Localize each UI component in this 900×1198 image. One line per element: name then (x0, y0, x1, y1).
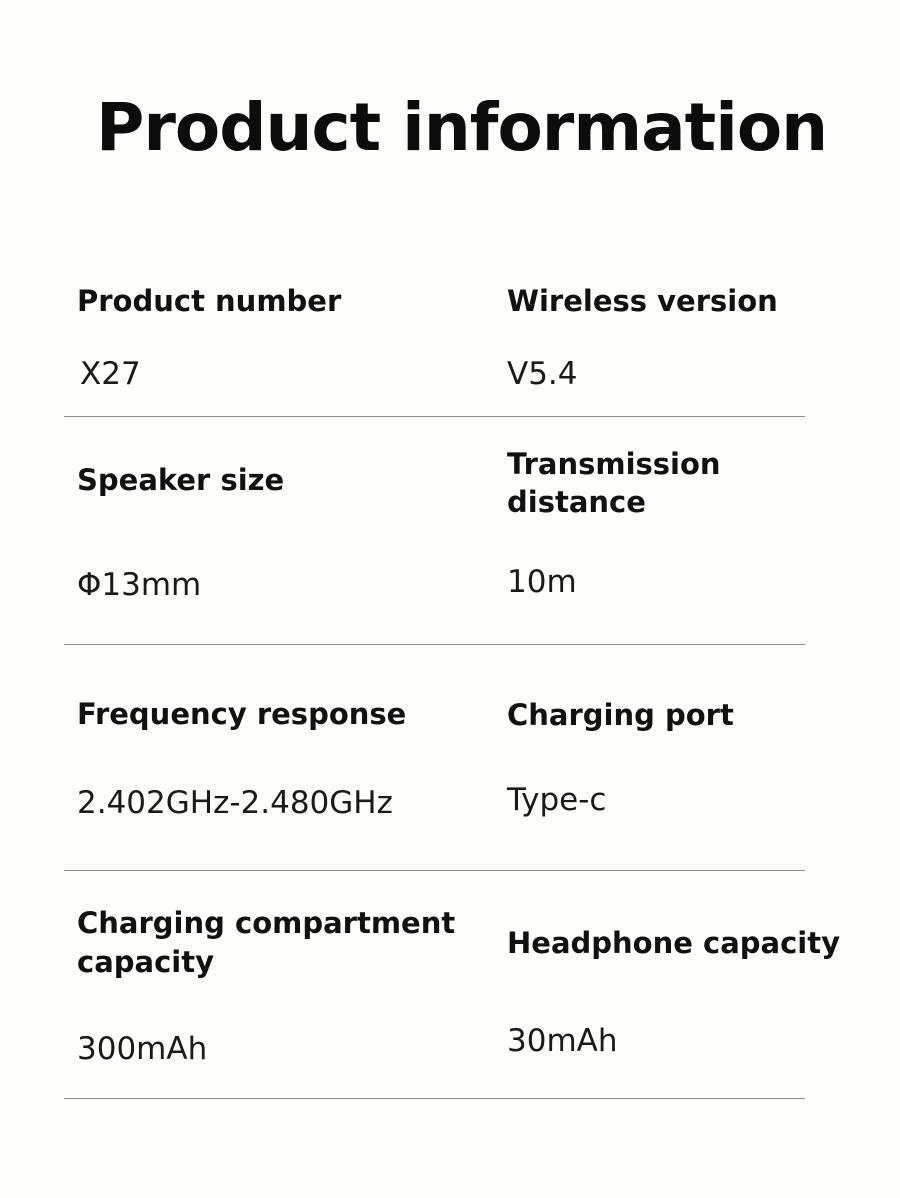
spec-label-product-number: Product number (77, 284, 342, 318)
spec-value-headphone-capacity: 30mAh (507, 1023, 618, 1059)
spec-label-charging-port: Charging port (507, 698, 734, 732)
spec-value-speaker-size: Φ13mm (77, 567, 202, 603)
spec-label-wireless-version: Wireless version (507, 284, 778, 318)
spec-label-frequency-response: Frequency response (77, 697, 407, 731)
row-divider (64, 870, 805, 871)
spec-label-speaker-size: Speaker size (77, 463, 285, 497)
spec-value-charging-port: Type-c (507, 782, 607, 818)
page-title: Product information (96, 89, 828, 166)
spec-value-transmission-distance: 10m (507, 564, 577, 600)
spec-value-charging-compartment-capacity: 300mAh (77, 1031, 208, 1067)
spec-value-wireless-version: V5.4 (507, 356, 578, 392)
row-divider (64, 416, 805, 417)
row-divider (64, 1098, 805, 1099)
spec-label-charging-compartment-capacity-line1: Charging compartment (77, 906, 456, 940)
spec-value-product-number: X27 (80, 356, 141, 392)
spec-label-charging-compartment-capacity-line2: capacity (77, 945, 214, 979)
spec-label-transmission-distance-line2: distance (507, 485, 646, 519)
spec-value-frequency-response: 2.402GHz-2.480GHz (77, 785, 393, 821)
row-divider (64, 644, 805, 645)
spec-label-headphone-capacity: Headphone capacity (507, 926, 840, 960)
spec-label-transmission-distance-line1: Transmission (507, 447, 721, 481)
